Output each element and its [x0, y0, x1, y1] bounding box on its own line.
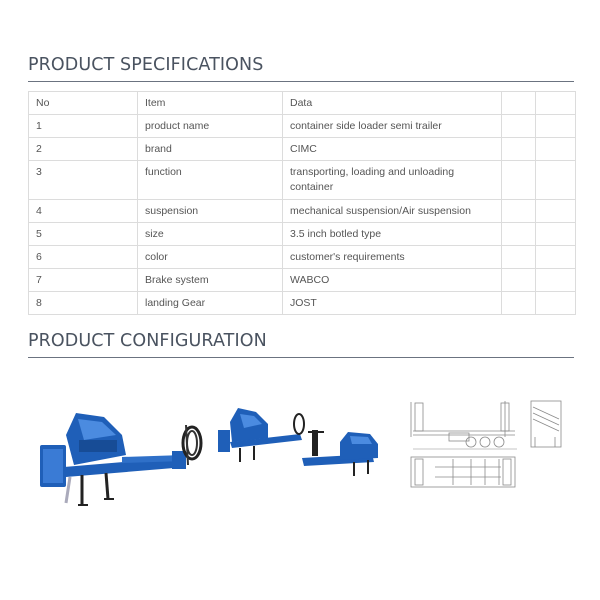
- table-header-row: [29, 92, 576, 115]
- cell-data: mechanical suspension/Air suspension: [283, 200, 502, 223]
- table-row: [29, 246, 576, 269]
- configuration-heading: PRODUCT CONFIGURATION: [28, 331, 267, 351]
- cell-item: brand: [138, 138, 283, 161]
- header-empty-2: [536, 92, 576, 115]
- table-row: [29, 223, 576, 246]
- table-row: [29, 292, 576, 315]
- table-row: [29, 115, 576, 138]
- cell-data: CIMC: [283, 138, 502, 161]
- cell-no: 7: [29, 269, 138, 292]
- cell-empty: [536, 269, 576, 292]
- table-row: [29, 269, 576, 292]
- cell-empty: [536, 161, 576, 200]
- cell-item: product name: [138, 115, 283, 138]
- header-data: Data: [283, 92, 502, 115]
- cell-empty: [502, 161, 536, 200]
- cell-no: 4: [29, 200, 138, 223]
- cell-item: function: [138, 161, 283, 200]
- cell-no: 1: [29, 115, 138, 138]
- cell-empty: [536, 246, 576, 269]
- cell-no: 6: [29, 246, 138, 269]
- header-empty-1: [502, 92, 536, 115]
- cell-data: customer's requirements: [283, 246, 502, 269]
- cell-empty: [502, 246, 536, 269]
- cell-empty: [502, 115, 536, 138]
- cell-no: 2: [29, 138, 138, 161]
- cell-no: 3: [29, 161, 138, 200]
- cell-data: WABCO: [283, 269, 502, 292]
- cell-empty: [502, 292, 536, 315]
- cell-data: JOST: [283, 292, 502, 315]
- cell-item: color: [138, 246, 283, 269]
- cell-data: 3.5 inch botled type: [283, 223, 502, 246]
- cell-empty: [502, 223, 536, 246]
- side-loader-trailer-photo: [34, 395, 209, 510]
- table-row: [29, 138, 576, 161]
- cell-empty: [502, 200, 536, 223]
- configuration-divider: [28, 357, 574, 358]
- cell-item: suspension: [138, 200, 283, 223]
- side-loader-technical-drawing: [405, 397, 570, 492]
- cell-item: size: [138, 223, 283, 246]
- side-loader-trailer-pair-photo: [212, 402, 387, 482]
- cell-empty: [536, 223, 576, 246]
- cell-item: Brake system: [138, 269, 283, 292]
- cell-no: 8: [29, 292, 138, 315]
- specifications-table: [28, 91, 576, 315]
- specifications-heading: PRODUCT SPECIFICATIONS: [28, 55, 264, 75]
- header-no: No: [29, 92, 138, 115]
- header-item: Item: [138, 92, 283, 115]
- cell-empty: [502, 138, 536, 161]
- table-row: [29, 161, 576, 200]
- specifications-divider: [28, 81, 574, 82]
- cell-empty: [536, 292, 576, 315]
- cell-data: transporting, loading and unloading container: [283, 161, 502, 200]
- table-row: [29, 200, 576, 223]
- cell-empty: [536, 115, 576, 138]
- cell-no: 5: [29, 223, 138, 246]
- cell-item: landing Gear: [138, 292, 283, 315]
- cell-data: container side loader semi trailer: [283, 115, 502, 138]
- cell-empty: [536, 200, 576, 223]
- cell-empty: [536, 138, 576, 161]
- cell-empty: [502, 269, 536, 292]
